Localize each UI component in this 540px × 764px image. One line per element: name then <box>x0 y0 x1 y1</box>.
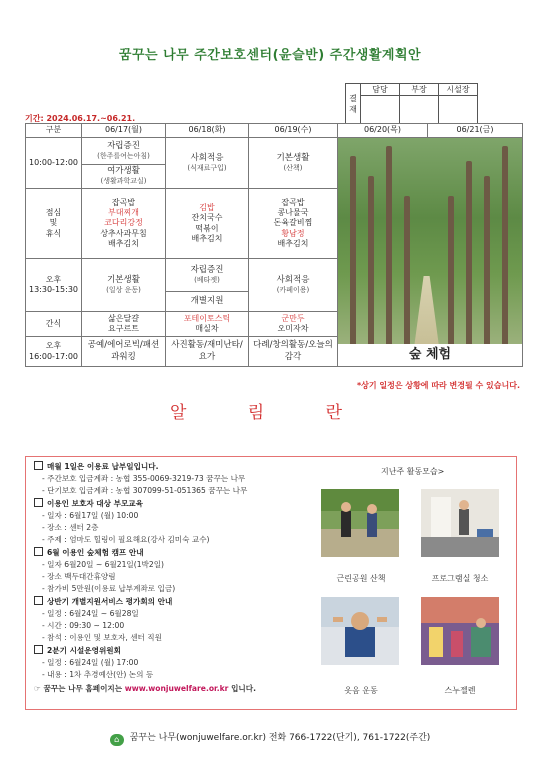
row-label-pm: 오후 13:30-15:30 <box>26 259 82 312</box>
gallery-photo-cleaning <box>421 489 499 557</box>
notice-line: - 주제 : 엄마도 힐링이 필요해요(강사 김미숙 교수) <box>42 535 210 544</box>
notice-line: - 장소 백두대간휴양림 <box>42 572 116 581</box>
mon-am-activity-1: 자립증진 (한주를여는아침) <box>82 138 166 165</box>
wed-pm-activity: 사회적응 (카페이용) <box>249 259 338 312</box>
tue-am-activity: 사회적응 (식재료구입) <box>166 138 249 189</box>
approval-side-label: 결 재 <box>346 84 361 125</box>
tue-pm-activity-2: 개별지원 <box>166 292 249 312</box>
notice-box <box>25 456 517 710</box>
mon-lunch-menu: 잡곡밥 부대찌개 코다리강정 상추사과무침 배추김치 <box>82 189 166 259</box>
row-label-snack: 간식 <box>26 312 82 337</box>
notice-line: - 참가비 5만원(이용료 납부계좌로 입금) <box>42 584 176 593</box>
col-header: 06/17(월) <box>82 124 166 138</box>
center-logo-icon: ⌂ <box>110 734 124 746</box>
col-header: 구분 <box>26 124 82 138</box>
approval-col-2: 부장 <box>400 84 439 96</box>
wed-pm2-activity: 다례/창의활동/오늘의감각 <box>249 337 338 367</box>
mon-snack: 삶은달걀 요구르트 <box>82 312 166 337</box>
approval-table <box>345 83 478 125</box>
schedule-note: *상기 일정은 상황에 따라 변경될 수 있습니다. <box>356 381 520 390</box>
approval-col-1: 담당 <box>361 84 400 96</box>
wed-lunch-menu: 잡곡밥 콩나물국 돈육갈비찜 황남정 배추김치 <box>249 189 338 259</box>
mon-pm2-activity: 공예/에어로빅/패션과워킹 <box>82 337 166 367</box>
notice-heading: 이용인 보호자 대상 부모교육 <box>34 498 143 509</box>
gallery-label: 지난주 활동모습> <box>381 467 445 476</box>
notice-heading: 상반기 개별지원서비스 평가회의 안내 <box>34 596 172 607</box>
gallery-photo-park <box>321 489 399 557</box>
notice-line: - 일정 : 6월24일 ~ 6월28일 <box>42 609 139 618</box>
col-header: 06/18(화) <box>166 124 249 138</box>
gallery-caption-2: 프로그램실 청소 <box>431 574 489 583</box>
forest-caption: 숲 체험 <box>338 344 522 366</box>
notice-heading: 2분기 시설운영위원회 <box>34 645 121 656</box>
row-label-am: 10:00-12:00 <box>26 138 82 189</box>
notice-line: - 일자 6월20일 ~ 6월21일(1박2일) <box>42 560 165 569</box>
schedule-table <box>25 123 523 367</box>
row-label-pm2: 오후 16:00-17:00 <box>26 337 82 367</box>
notice-line: - 단기보호 입금계좌 : 농협 307099-51-051365 꿈꾸는 나무 <box>42 486 248 495</box>
homepage-line: ☞ 꿈꾸는 나무 홈페이지는 www.wonjuwelfare.or.kr 입니다. <box>34 684 256 693</box>
mon-pm-activity: 기본생활 (일상 운동) <box>82 259 166 312</box>
gallery-caption-1: 근린공원 산책 <box>336 574 386 583</box>
notice-heading: 6월 이용인 숲체험 캠프 안내 <box>34 547 144 558</box>
col-header: 06/20(목) <box>338 124 428 138</box>
notice-title: 알 림 란 <box>169 403 371 423</box>
notice-heading: 매월 1일은 이용료 납부일입니다. <box>34 461 158 472</box>
period-text: 기간: 2024.06.17.~06.21. <box>25 114 136 123</box>
gallery-caption-4: 스누젤렌 <box>444 686 476 695</box>
notice-line: - 시간 : 09:30 ~ 12:00 <box>42 621 125 630</box>
approval-col-3: 시설장 <box>439 84 478 96</box>
col-header: 06/19(수) <box>249 124 338 138</box>
footer <box>0 730 540 746</box>
schedule-header-row <box>26 124 523 138</box>
gallery-photo-snoezelen <box>421 597 499 665</box>
wed-am-activity: 기본생활 (산책) <box>249 138 338 189</box>
notice-line: - 일정 : 6월24일 (월) 17:00 <box>42 658 139 667</box>
row-label-lunch: 점심 및 휴식 <box>26 189 82 259</box>
gallery-caption-3: 옷음 운동 <box>344 686 378 695</box>
notice-line: - 일자 : 6월17일 (월) 10:00 <box>42 511 139 520</box>
gallery-photo-laughter <box>321 597 399 665</box>
tue-pm-activity-1: 자립증진 (베타젯) <box>166 259 249 292</box>
footer-text: 꿈꾸는 나무(wonjuwelfare.or.kr) 전화 766-1722(단기), 761-1722(주간) <box>129 733 431 743</box>
tue-lunch-menu: 김밥 잔치국수 떡볶이 배추김치 <box>166 189 249 259</box>
notice-line: - 참석 : 이용인 및 보호자, 센터 직원 <box>42 633 162 642</box>
notice-line: - 장소 : 센터 2층 <box>42 523 99 532</box>
wed-snack: 군만두 오미자차 <box>249 312 338 337</box>
forest-photo <box>338 138 522 366</box>
mon-am-activity-2: 여가생활 (생활과학교실) <box>82 165 166 189</box>
tue-pm2-activity: 사진활동/재미난타/요가 <box>166 337 249 367</box>
page-title: 꿈꾸는 나무 주간보호센터(윤슬반) 주간생활계획안 <box>118 48 422 63</box>
notice-line: - 내용 : 1차 추경예산(안) 논의 등 <box>42 670 154 679</box>
forest-experience-cell <box>338 138 523 367</box>
homepage-link[interactable]: www.wonjuwelfare.or.kr <box>124 684 229 693</box>
tue-snack: 포테이토스틱 매실차 <box>166 312 249 337</box>
notice-line: - 주간보호 입금계좌 : 농협 355-0069-3219-73 꿈꾸는 나무 <box>42 474 246 483</box>
col-header: 06/21(금) <box>428 124 523 138</box>
